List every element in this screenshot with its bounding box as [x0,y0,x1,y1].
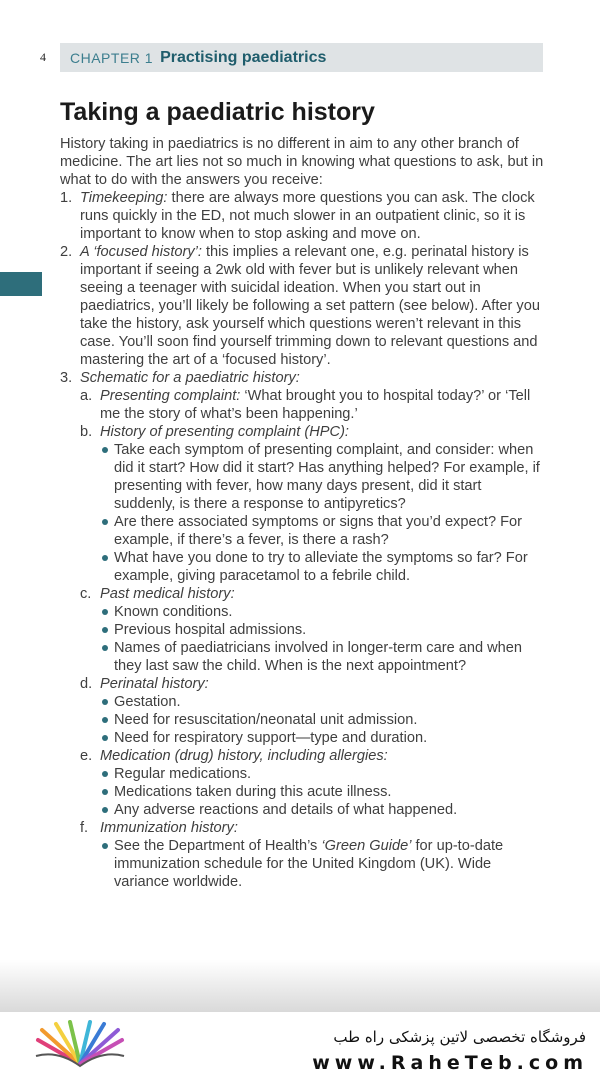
sub-letter: b. [80,424,93,440]
bullet-text: Take each symptom of presenting complaint, and consider: when did it start? How did it start? Has anything helped? For example, if presenting with fever, how many days present, did it start suddenly, is there a response to antipyretics? [114,442,540,512]
list-item-schematic [60,369,546,891]
item-term: A ‘focused history’: [80,244,202,260]
sub-letter: f. [80,820,89,836]
brand-name-persian: فروشگاه تخصصی لاتین پزشکی راه طب [333,1028,586,1046]
bullet-dot-icon [102,771,108,777]
bullet-item [100,549,546,585]
bullet-dot-icon [102,555,108,561]
sublist-item-past-medical-history [80,585,546,675]
bullet-dot-icon [102,717,108,723]
bullet-item [100,441,546,513]
bullet-item [100,711,546,729]
item-text: this implies a relevant one, e.g. perinatal history is important if seeing a 2wk old with fever but is unlikely relevant when seeing a teenager with suicidal ideation. When you start out in paediatrics, you’ll likely be following a set pattern (see below). After you take the history, ask yourself which questions weren’t relevant in this case. You’ll soon find yourself trimming down to relevant questions and mastering the art of a ‘focused history’. [80,244,540,368]
green-guide-title: ‘Green Guide’ [321,838,412,854]
bullet-item [100,729,546,747]
bullet-text: Known conditions. [114,604,233,620]
bullet-item [100,639,546,675]
open-book-logo-icon [30,1020,130,1072]
sublist-item-presenting-complaint [80,387,546,423]
bullet-item [100,837,546,891]
bullet-text: Regular medications. [114,766,252,782]
page-shadow [0,960,600,1012]
bullet-dot-icon [102,843,108,849]
bullet-dot-icon [102,609,108,615]
brand-url: www.RaheTeb.com [312,1052,588,1074]
list-item-timekeeping [60,189,546,243]
sub-term: Immunization history: [100,820,238,836]
sub-term: History of presenting complaint (HPC): [100,424,349,440]
bullet-text: Are there associated symptoms or signs that you’d expect? For example, if there’s a fever, is there a rash? [114,514,523,548]
item-number: 3. [60,370,73,386]
page-number: 4 [40,50,46,64]
sub-term: Perinatal history: [100,676,209,692]
bullet-item [100,603,546,621]
sub-letter: e. [80,748,93,764]
item-text: there are always more questions you can ask. The clock runs quickly in the ED, not much slower in an outpatient clinic, so it is important to know when to stop asking and move on. [80,190,535,242]
bullet-dot-icon [102,447,108,453]
sub-letter: a. [80,388,93,404]
bullet-text: Any adverse reactions and details of what happened. [114,802,458,818]
section-title: Taking a paediatric history [60,98,375,126]
bullet-text: Medications taken during this acute illness. [114,784,392,800]
item-number: 2. [60,244,73,260]
sub-letter: c. [80,586,92,602]
bullet-text: for up-to-date immunization schedule for the United Kingdom (UK). Wide variance worldwide. [114,838,504,890]
sub-term: Past medical history: [100,586,235,602]
sub-term: Medication (drug) history, including allergies: [100,748,388,764]
bullet-dot-icon [102,699,108,705]
bullet-text: Gestation. [114,694,181,710]
bullet-text: Previous hospital admissions. [114,622,307,638]
sub-term: Presenting complaint: [100,388,241,404]
bullet-dot-icon [102,645,108,651]
bullet-item [100,765,546,783]
chapter-thumb-tab [0,272,42,296]
bullet-text: See the Department of Health’s [114,838,322,854]
bullet-item [100,801,546,819]
list-item-focused-history [60,243,546,369]
chapter-label: CHAPTER 1 [70,49,154,66]
bullet-text: Names of paediatricians involved in longer-term care and when they last saw the child. When is the next appointment? [114,640,523,674]
sub-letter: d. [80,676,93,692]
bullet-item [100,621,546,639]
bullet-item [100,693,546,711]
bullet-text: Need for respiratory support—type and duration. [114,730,428,746]
bullet-dot-icon [102,789,108,795]
sub-text: ‘What brought you to hospital today?’ or ‘Tell me the story of what’s been happening.’ [100,388,531,422]
bullet-dot-icon [102,627,108,633]
sublist-item-medication-history [80,747,546,819]
item-term: Timekeeping: [80,190,168,206]
chapter-header [60,43,543,72]
chapter-title: Practising paediatrics [160,48,327,66]
sublist-item-immunization-history [80,819,546,891]
bullet-item [100,783,546,801]
bullet-text: Need for resuscitation/neonatal unit admission. [114,712,418,728]
bullet-dot-icon [102,735,108,741]
bullet-item [100,513,546,549]
intro-paragraph: History taking in paediatrics is no different in aim to any other branch of medicine. The art lies not so much in knowing what questions to ask, but in what to do with the answers you receive: [60,136,544,188]
bullet-dot-icon [102,519,108,525]
page-content [60,96,546,891]
sublist-item-perinatal-history [80,675,546,747]
bullet-text: What have you done to try to alleviate the symptoms so far? For example, giving paracetamol to a febrile child. [114,550,528,584]
bullet-dot-icon [102,807,108,813]
item-term: Schematic for a paediatric history: [80,370,300,386]
item-number: 1. [60,190,73,206]
sublist-item-hpc [80,423,546,585]
